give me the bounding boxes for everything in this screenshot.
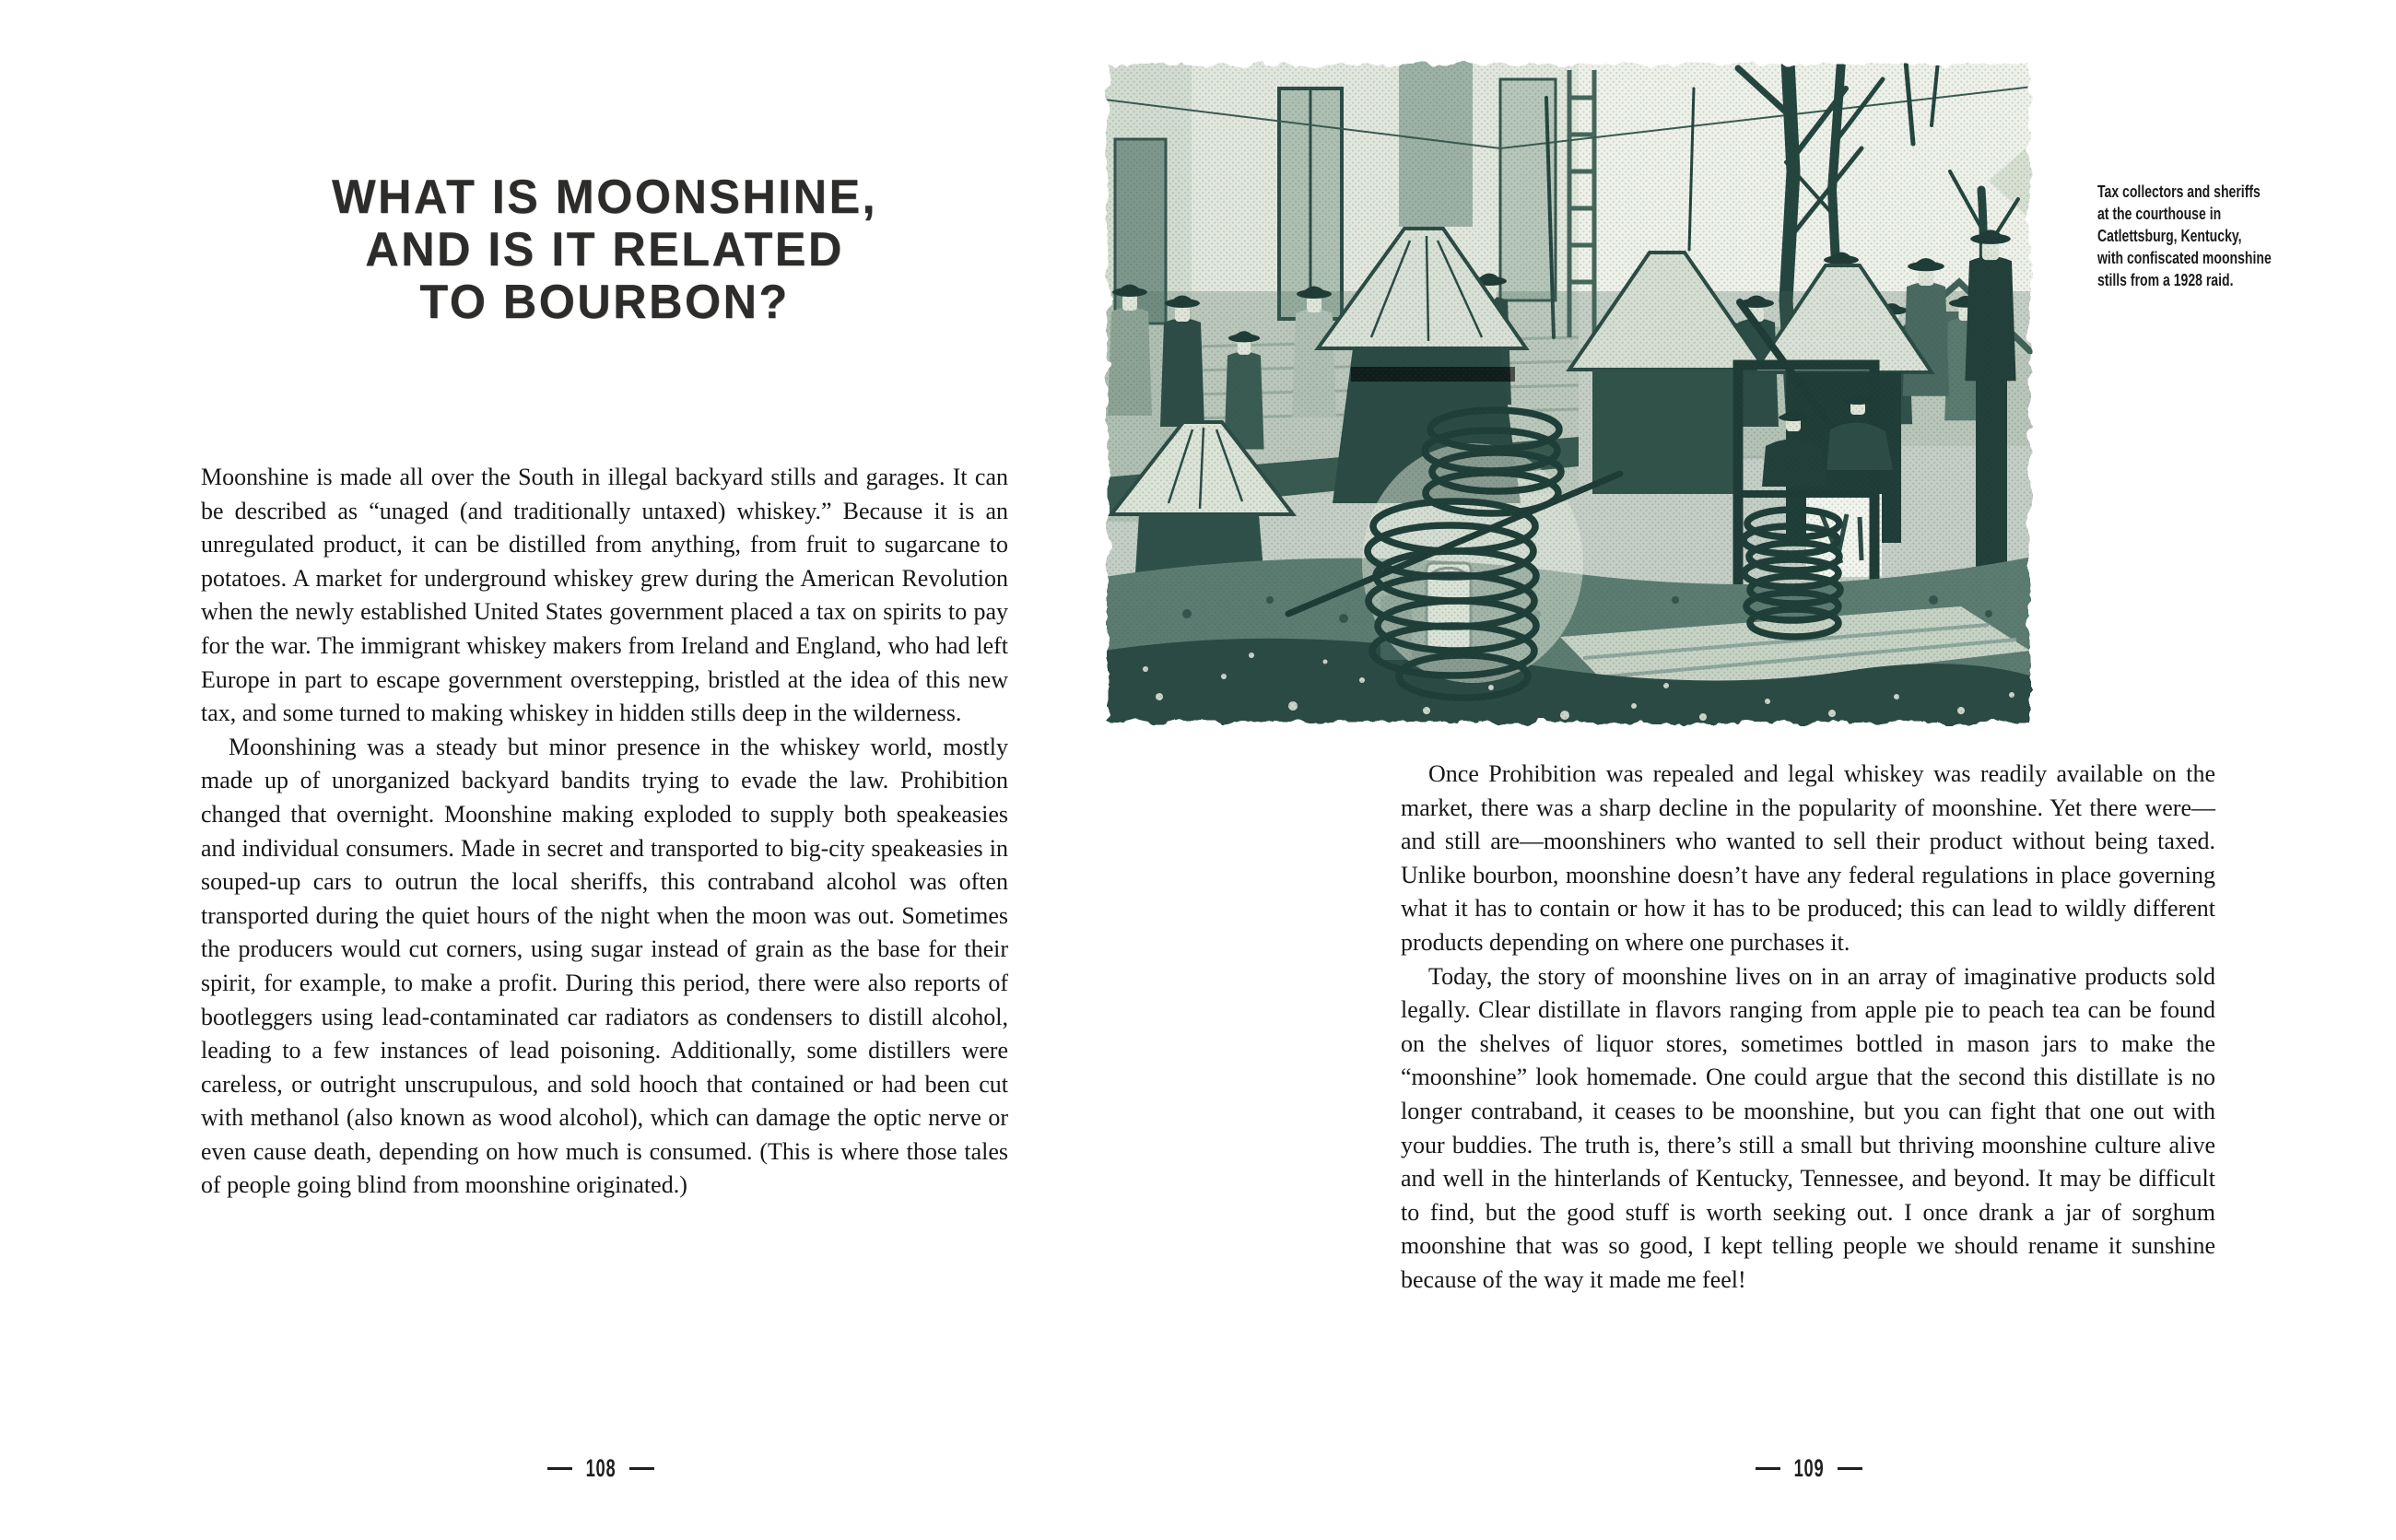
caption-line: Catlettsburg, Kentucky, [2097,227,2242,245]
folio-dash [1756,1467,1780,1470]
caption-line: stills from a 1928 raid. [2097,271,2234,289]
historical-photo [1104,61,2033,726]
left-body-text [201,461,1008,1203]
caption-line: at the courthouse in [2097,205,2222,223]
folio-dash [1838,1467,1862,1470]
paragraph: Once Prohibition was repealed and legal whiskey was readily available on the market, there was a sharp decline in the popularity of moonshine. Yet there were—and still are—moonshiners who wanted to sell their product without being taxed. Unlike bourbon, moonshine doesn’t have any federal regulations in place governing what it has to contain or how it has to be produced; this can lead to wildly different products depending on where one purchases it. [1401,760,2215,956]
folio-dash [547,1467,572,1470]
chapter-title-line: AND IS IT RELATED [365,223,844,276]
photo-caption [2097,181,2298,291]
historical-photo-illustration [1104,61,2033,726]
paragraph: Today, the story of moonshine lives on in an array of imaginative products sold legally. Clear distillate in flavors ranging from apple pie to peach tea can be found on the shelves of liquor stores, sometimes bottled in mason jars to make the “moonshine” look homemade. One could argue that the second this distillate is no longer contraband, it ceases to be moonshine, but you can fight that one out with your buddies. The truth is, there’s still a small but thriving moonshine culture alive and well in the hinterlands of Kentucky, Tennessee, and beyond. It may be difficult to find, but the good stuff is worth seeking out. I once drank a jar of sorghum moonshine that was so good, I kept telling people we should rename it sunshine because of the way it made me feel! [1401,962,2215,1293]
right-body-text [1401,758,2215,1298]
page-number-left [547,1454,654,1483]
folio-dash [629,1467,654,1470]
chapter-title-line: TO BOURBON? [419,276,790,329]
paragraph: Moonshining was a steady but minor presence in the whiskey world, mostly made up of unorganized backyard bandits trying to evade the law. Prohibition changed that overnight. Moonshine making exploded to supply both speakeasies and individual consumers. Made in secret and transported to big-city speakeasies in souped-up cars to outrun the local sheriffs, this contraband alcohol was often transported during the quiet hours of the night when the moon was out. Sometimes the producers would cut corners, using sugar instead of grain as the base for their spirit, for example, to make a profit. During this period, there were also reports of bootleggers using lead-contaminated car radiators as condensers to distill alcohol, leading to a few instances of lead poisoning. Additionally, some distillers were careless, or outright unscrupulous, and sold hooch that contained or had been cut with methanol (also known as wood alcohol), which can damage the optic nerve or even cause death, depending on how much is consumed. (This is where those tales of people going blind from moonshine originated.) [201,733,1008,1199]
caption-line: with confiscated moonshine [2097,249,2272,267]
caption-line: Tax collectors and sheriffs [2097,182,2261,201]
page-number-right [1756,1454,1862,1483]
paragraph: Moonshine is made all over the South in illegal backyard stills and garages. It can be described as “unaged (and traditionally untaxed) whiskey.” Because it is an unregulated product, it can be distilled from anything, from fruit to sugarcane to potatoes. A market for underground whiskey grew during the American Revolution when the newly established United States government placed a tax on spirits to pay for the war. The immigrant whiskey makers from Ireland and England, who had left Europe in part to escape government overstepping, bristled at the idea of this new tax, and some turned to making whiskey in hidden stills deep in the wilderness. [201,464,1008,727]
chapter-title [201,171,1008,329]
chapter-title-line: WHAT IS MOONSHINE, [332,170,877,224]
folio-number: 109 [1793,1454,1825,1482]
folio-number: 108 [585,1454,617,1482]
